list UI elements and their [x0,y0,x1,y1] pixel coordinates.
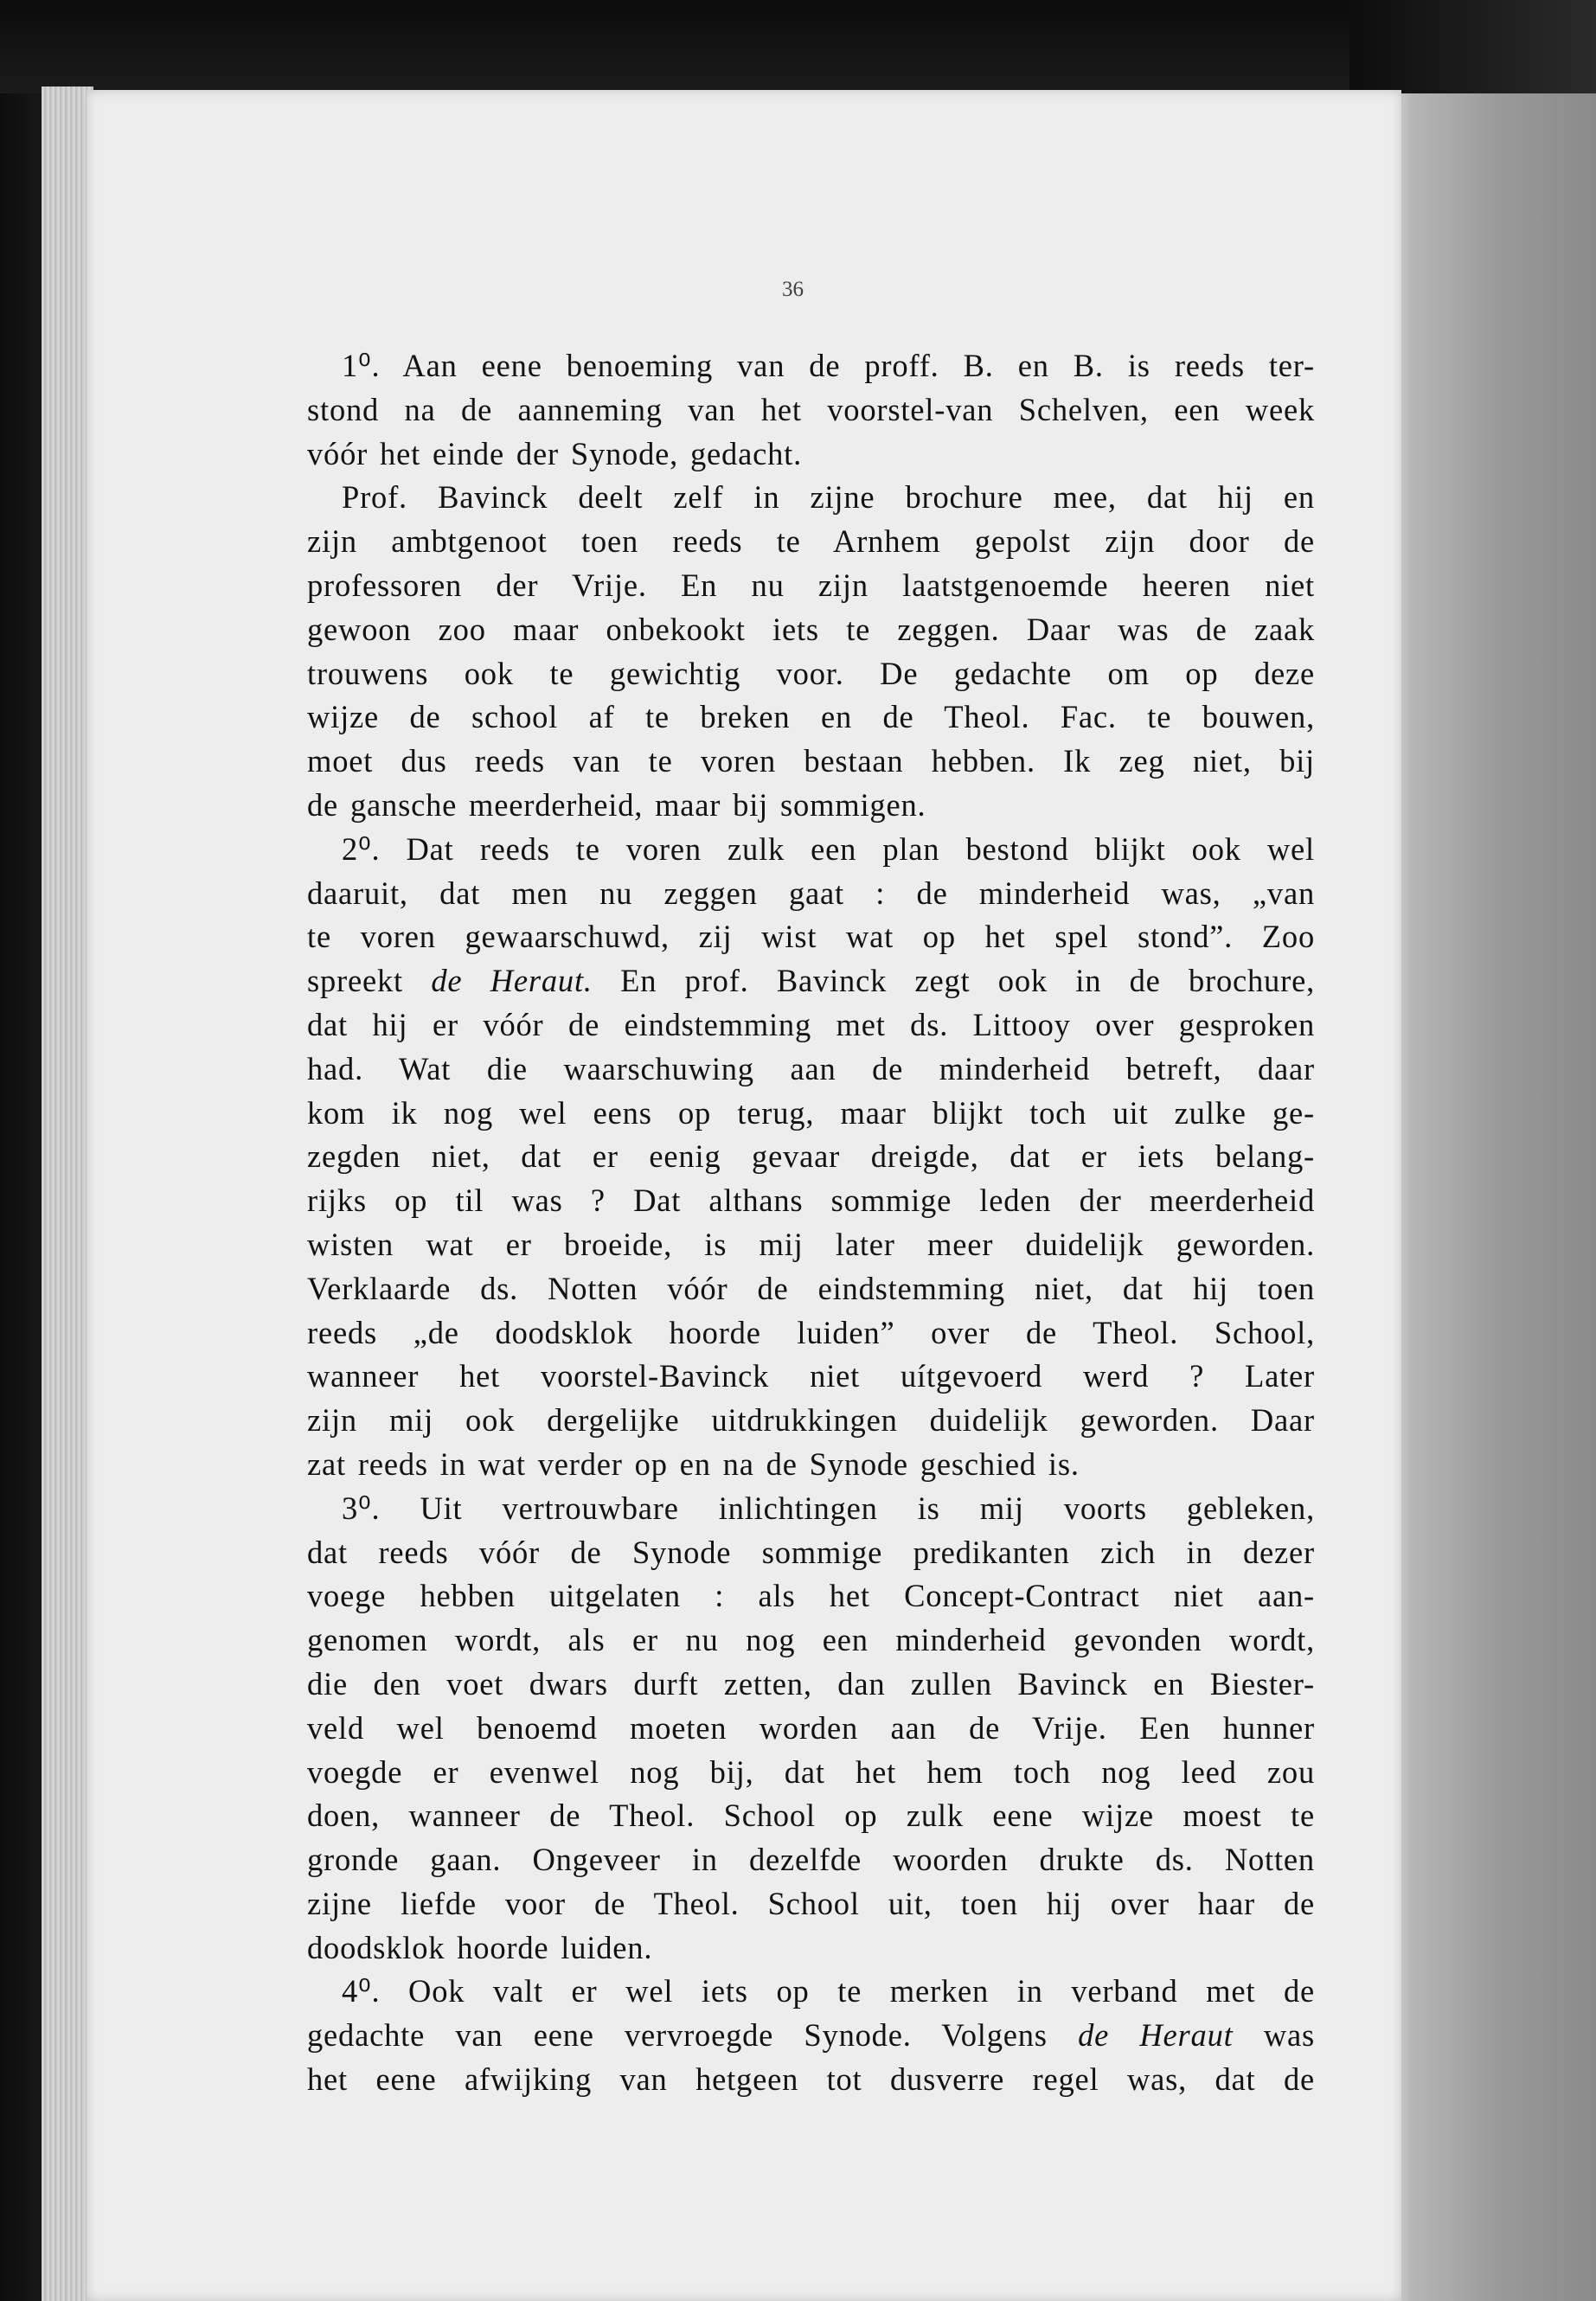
text-line: de gansche meerderheid, maar bij sommigen. [307,786,926,823]
text-line: stond na de aanneming van het voorstel-van Schelven, een week [307,391,1315,427]
body-text [307,344,1315,2102]
text-line: dat reeds vóór de Synode sommige predikanten zich in dezer [307,1534,1315,1570]
text-line: 3⁰. Uit vertrouwbare inlichtingen is mij voorts gebleken, [342,1490,1315,1526]
text-line: het eene afwijking van hetgeen tot dusverre regel was, dat de [307,2061,1315,2098]
text-line: daaruit, dat men nu zeggen gaat : de minderheid was, „van [307,875,1315,911]
publication-title: de Heraut. [431,963,593,999]
text-line: gronde gaan. Ongeveer in dezelfde woorden drukte ds. Notten [307,1842,1315,1878]
text-line: doen, wanneer de Theol. School op zulk eene wijze moest te [307,1798,1315,1834]
text-line: kom ik nog wel eens op terug, maar blijkt toch uit zulke ge- [307,1094,1315,1131]
text-segment: was [1233,2017,1315,2054]
page-stack-left [42,87,93,2301]
text-line: veld wel benoemd moeten worden aan de Vrije. Een hunner [307,1709,1315,1746]
publication-title: de Heraut [1078,2017,1234,2054]
text-line: moet dus reeds van te voren bestaan hebben. Ik zeg niet, bij [307,743,1315,779]
text-line: zegden niet, dat er eenig gevaar dreigde, dat er iets belang- [307,1138,1315,1175]
text-line: trouwens ook te gewichtig voor. De gedachte om op deze [307,655,1315,691]
text-line: Prof. Bavinck deelt zelf in zijne brochure mee, dat hij en [342,479,1315,516]
text-line: zijne liefde voor de Theol. School uit, toen hij over haar de [307,1885,1315,1921]
text-line [307,2014,1315,2058]
text-line: 2⁰. Dat reeds te voren zulk een plan bestond blijkt ook wel [342,830,1315,867]
text-line: genomen wordt, als er nu nog een minderheid gevonden wordt, [307,1622,1315,1658]
text-line: had. Wat die waarschuwing aan de minderheid betreft, daar [307,1050,1315,1086]
text-segment: En prof. Bavinck zegt ook in de brochure, [592,963,1315,999]
text-line: dat hij er vóór de eindstemming met ds. Littooy over gesproken [307,1006,1315,1042]
text-line: wijze de school af te breken en de Theol. Fac. te bouwen, [307,699,1315,735]
text-segment: spreekt [307,963,432,999]
text-line: voege hebben uitgelaten : als het Concept-Contract niet aan- [307,1578,1315,1614]
text-line: wisten wat er broeide, is mij later meer duidelijk geworden. [307,1226,1315,1262]
text-line: gewoon zoo maar onbekookt iets te zeggen. Daar was de zaak [307,611,1315,647]
text-line: 4⁰. Ook valt er wel iets op te merken in verband met de [342,1973,1315,2009]
text-line: 1⁰. Aan eene benoeming van de proff. B. en B. is reeds ter- [342,348,1315,383]
page-number: 36 [782,278,804,301]
text-line: wanneer het voorstel-Bavinck niet uítgevoerd werd ? Later [307,1358,1315,1394]
text-line: professoren der Vrije. En nu zijn laatstgenoemde heeren niet [307,567,1315,603]
text-line: te voren gewaarschuwd, zij wist wat op het spel stond”. Zoo [307,919,1315,955]
page-stack-right [1394,93,1596,2301]
text-line: Verklaarde ds. Notten vóór de eindstemming niet, dat hij toen [307,1270,1315,1306]
text-line [307,959,1315,1003]
text-line: doodsklok hoorde luiden. [307,1929,653,1965]
text-line: zat reeds in wat verder op en na de Synode geschied is. [307,1445,1080,1482]
text-line: zijn ambtgenoot toen reeds te Arnhem gepolst zijn door de [307,523,1315,560]
text-line: rijks op til was ? Dat althans sommige leden der meerderheid [307,1183,1315,1219]
text-line: die den voet dwars durft zetten, dan zullen Bavinck en Biester- [307,1665,1315,1702]
text-line: zijn mij ook dergelijke uitdrukkingen duidelijk geworden. Daar [307,1402,1315,1439]
text-line: reeds „de doodsklok hoorde luiden” over de Theol. School, [307,1314,1315,1350]
text-line: vóór het einde der Synode, gedacht. [307,435,803,471]
text-segment: gedachte van eene vervroegde Synode. Volgens [307,2017,1079,2054]
text-line: voegde er evenwel nog bij, dat het hem toch nog leed zou [307,1753,1315,1790]
